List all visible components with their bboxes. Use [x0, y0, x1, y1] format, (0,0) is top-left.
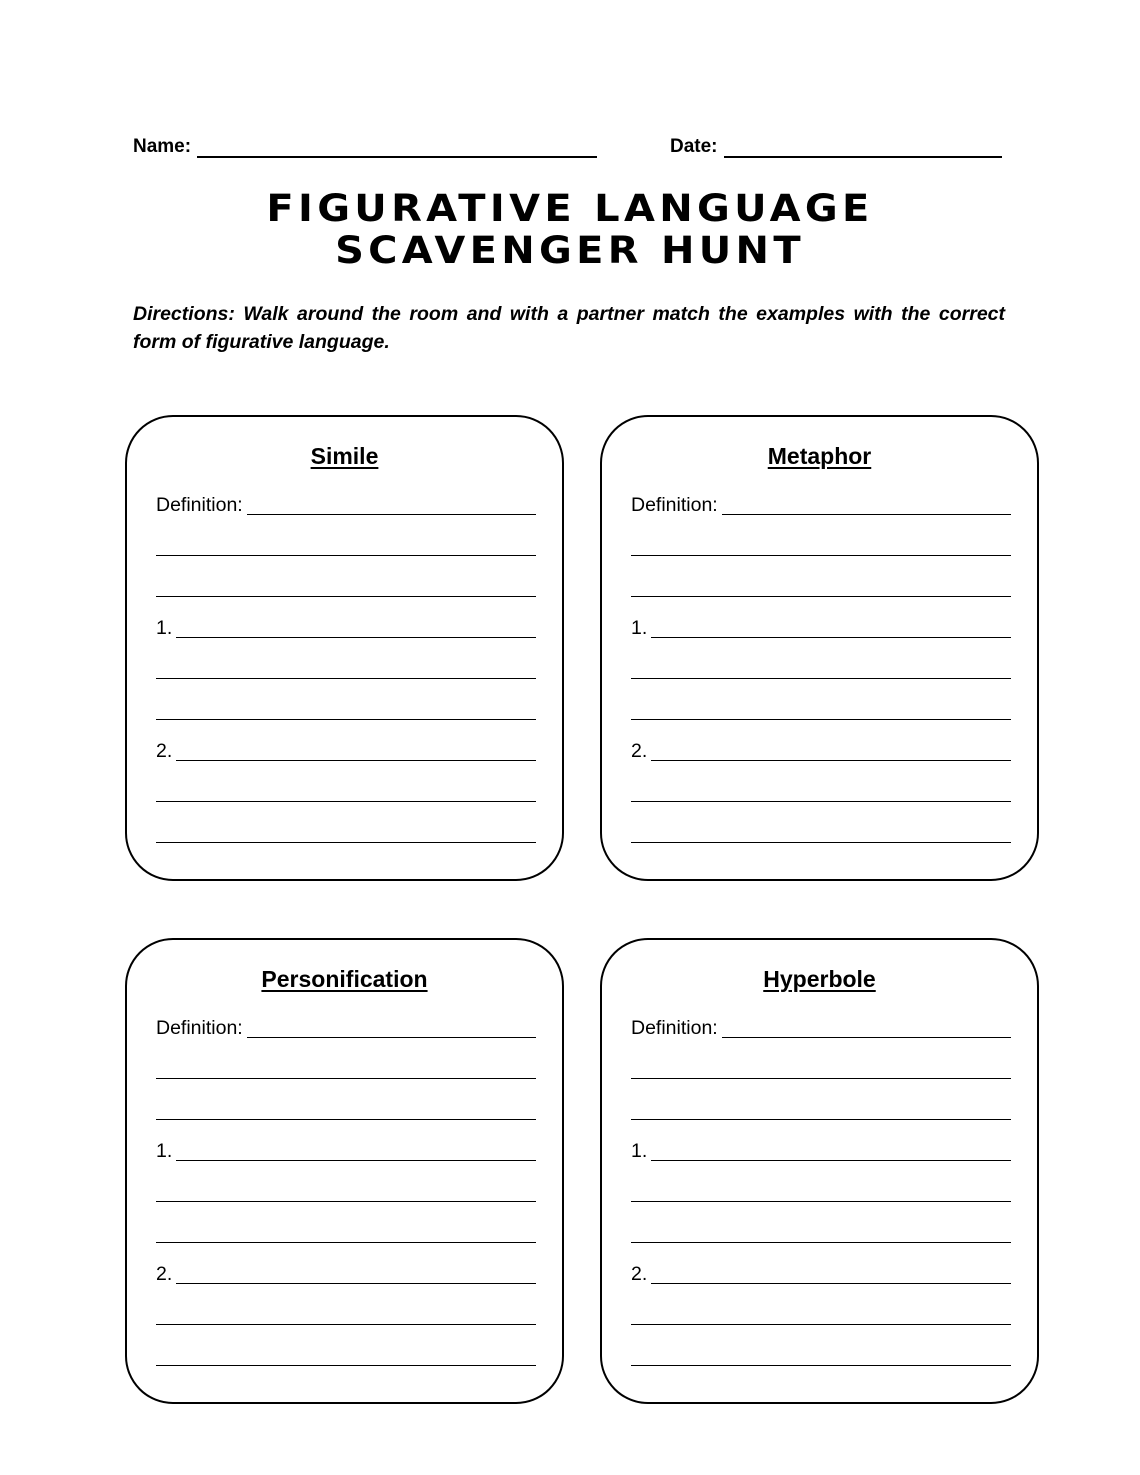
directions-text: Directions: Walk around the room and with a partner match the examples with the correct form of figurative language.: [133, 303, 1005, 353]
blank-row: [631, 655, 1011, 679]
blank-row: [631, 1096, 1011, 1120]
blank-row: [631, 1055, 1011, 1079]
item-2-row: [631, 737, 1011, 761]
item-1-label: 1.: [156, 1140, 173, 1162]
blank-row: [156, 819, 536, 843]
item-2-label: 2.: [156, 740, 173, 762]
blank-row: [631, 819, 1011, 843]
blank-line: [176, 759, 536, 761]
blank-line: [247, 513, 536, 515]
title-line-2: SCAVENGER HUNT: [335, 229, 805, 272]
blank-row: [156, 573, 536, 597]
card-title: Metaphor: [767, 443, 872, 469]
blank-line: [156, 1077, 536, 1079]
blank-line: [631, 1118, 1011, 1120]
card-simile: [125, 415, 564, 881]
blank-row: [631, 573, 1011, 597]
definition-row: [631, 491, 1011, 515]
blank-line: [631, 841, 1011, 843]
blank-line: [156, 677, 536, 679]
blank-row: [156, 1178, 536, 1202]
blank-line: [176, 1282, 536, 1284]
blank-line: [156, 595, 536, 597]
blank-line: [156, 1200, 536, 1202]
blank-line: [722, 1036, 1011, 1038]
item-2-label: 2.: [156, 1263, 173, 1285]
blank-line: [156, 1323, 536, 1325]
blank-line: [631, 677, 1011, 679]
blank-row: [631, 1178, 1011, 1202]
blank-line: [631, 1323, 1011, 1325]
date-blank-line: [724, 136, 1002, 158]
title-line-1: FIGURATIVE LANGUAGE: [266, 187, 874, 230]
blank-line: [631, 595, 1011, 597]
card-hyperbole: [600, 938, 1039, 1404]
blank-line: [631, 800, 1011, 802]
blank-line: [651, 1282, 1011, 1284]
name-field: [133, 136, 597, 158]
blank-line: [156, 554, 536, 556]
definition-row: [156, 1014, 536, 1038]
blank-line: [631, 1241, 1011, 1243]
blank-row: [631, 696, 1011, 720]
blank-line: [156, 1118, 536, 1120]
item-2-row: [156, 1260, 536, 1284]
definition-label: Definition:: [156, 1017, 243, 1039]
blank-line: [631, 718, 1011, 720]
date-label: Date:: [670, 136, 718, 157]
blank-line: [651, 636, 1011, 638]
blank-row: [156, 1096, 536, 1120]
blank-line: [156, 1241, 536, 1243]
name-label: Name:: [133, 136, 192, 157]
blank-line: [156, 841, 536, 843]
item-1-row: [631, 614, 1011, 638]
blank-line: [631, 554, 1011, 556]
blank-line: [156, 1364, 536, 1366]
blank-row: [156, 1219, 536, 1243]
card-metaphor: [600, 415, 1039, 881]
blank-line: [651, 759, 1011, 761]
blank-line: [631, 1200, 1011, 1202]
blank-line: [631, 1077, 1011, 1079]
worksheet-title: [0, 188, 1140, 272]
card-personification: [125, 938, 564, 1404]
blank-row: [156, 1342, 536, 1366]
item-2-label: 2.: [631, 1263, 648, 1285]
blank-row: [631, 1342, 1011, 1366]
blank-line: [156, 718, 536, 720]
blank-row: [631, 1219, 1011, 1243]
blank-line: [156, 800, 536, 802]
blank-row: [156, 532, 536, 556]
item-1-row: [156, 614, 536, 638]
blank-row: [156, 1301, 536, 1325]
header-row: [133, 136, 1005, 162]
item-1-label: 1.: [156, 617, 173, 639]
blank-line: [651, 1159, 1011, 1161]
card-title: Personification: [261, 966, 428, 992]
item-1-row: [631, 1137, 1011, 1161]
definition-label: Definition:: [631, 1017, 718, 1039]
blank-row: [156, 1055, 536, 1079]
definition-label: Definition:: [156, 494, 243, 516]
blank-row: [156, 655, 536, 679]
blank-row: [156, 696, 536, 720]
date-field: [670, 136, 1002, 158]
card-title: Hyperbole: [763, 966, 876, 992]
item-1-row: [156, 1137, 536, 1161]
item-2-row: [631, 1260, 1011, 1284]
blank-line: [631, 1364, 1011, 1366]
blank-line: [247, 1036, 536, 1038]
blank-row: [631, 532, 1011, 556]
definition-label: Definition:: [631, 494, 718, 516]
item-1-label: 1.: [631, 617, 648, 639]
definition-row: [631, 1014, 1011, 1038]
blank-row: [156, 778, 536, 802]
card-title: Simile: [310, 443, 379, 469]
blank-line: [176, 636, 536, 638]
item-2-label: 2.: [631, 740, 648, 762]
blank-line: [722, 513, 1011, 515]
item-2-row: [156, 737, 536, 761]
item-1-label: 1.: [631, 1140, 648, 1162]
blank-line: [176, 1159, 536, 1161]
blank-row: [631, 778, 1011, 802]
name-blank-line: [197, 136, 597, 158]
definition-row: [156, 491, 536, 515]
blank-row: [631, 1301, 1011, 1325]
